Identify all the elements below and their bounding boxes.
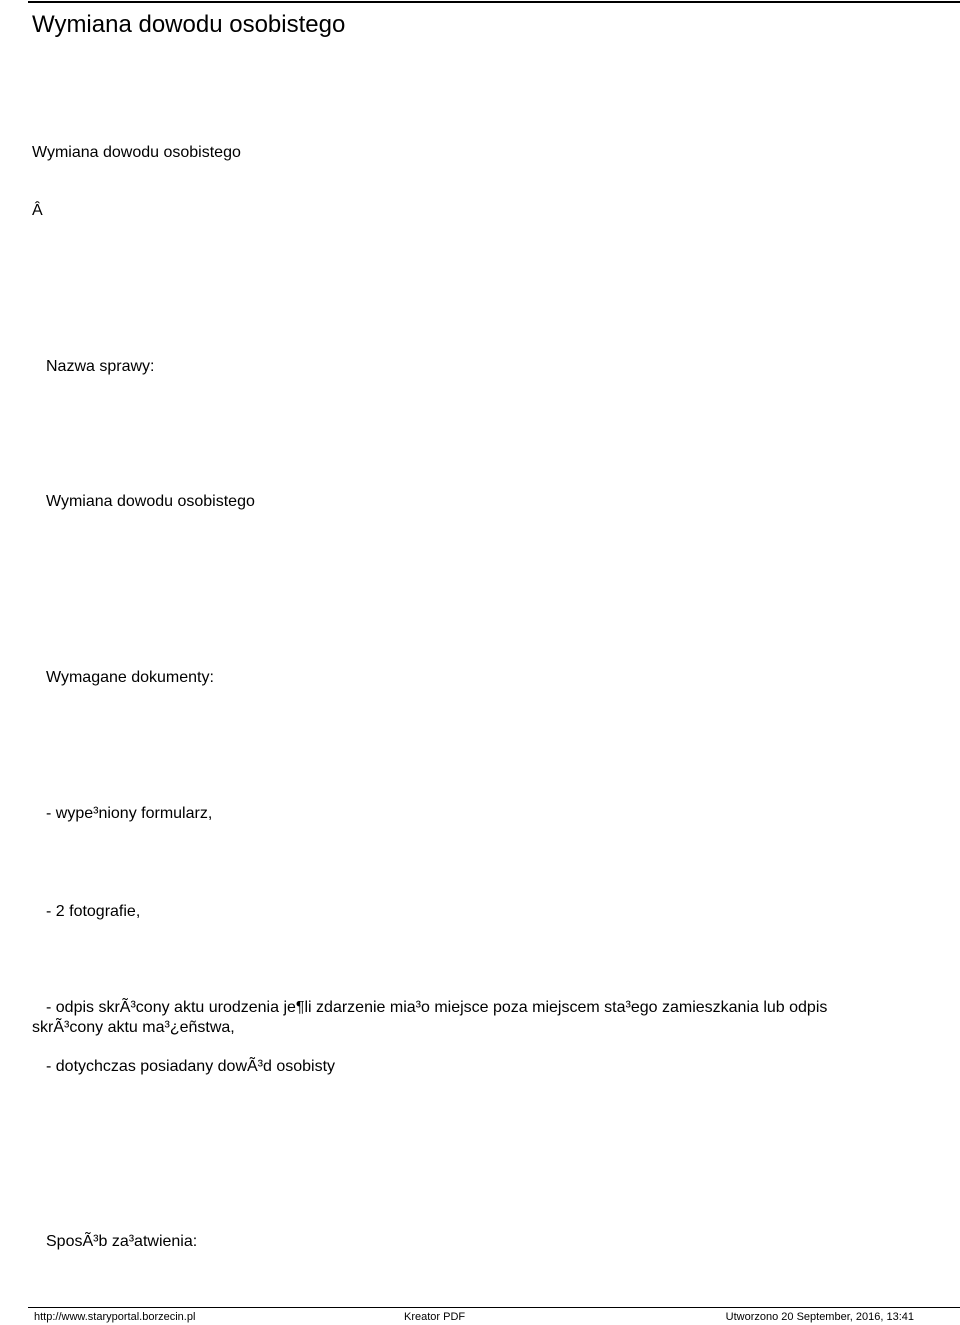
document-item-old-id: - dotychczas posiadany dowÃ³d osobisty bbox=[46, 1058, 336, 1075]
case-name-label: Nazwa sprawy: bbox=[46, 358, 155, 375]
document-item-photos: - 2 fotografie, bbox=[46, 903, 141, 920]
footer-created-timestamp: Utworzono 20 September, 2016, 13:41 bbox=[725, 1311, 914, 1323]
footer-url-link[interactable]: http://www.staryportal.borzecin.pl bbox=[34, 1311, 196, 1323]
page-title: Wymiana dowodu osobistego bbox=[32, 11, 346, 38]
document-item-form: - wype³niony formularz, bbox=[46, 805, 213, 822]
documents-label: Wymagane dokumenty: bbox=[46, 669, 214, 686]
document-item-birth-certificate: - odpis skrÃ³cony aktu urodzenia je¶li zdarzenie mia³o miejsce poza miejscem sta³ego zamieszkania lub odpis skrÃ³cony aktu ma³¿eñstwa, bbox=[32, 999, 828, 1036]
header-top-rule bbox=[28, 1, 960, 3]
footer-rule bbox=[28, 1307, 960, 1308]
method-label: SposÃ³b za³atwienia: bbox=[46, 1233, 198, 1250]
footer-generator: Kreator PDF bbox=[404, 1311, 466, 1323]
document-subtitle: Wymiana dowodu osobistego bbox=[32, 144, 241, 161]
case-name-value: Wymiana dowodu osobistego bbox=[46, 493, 255, 510]
stray-character: Â bbox=[32, 202, 43, 219]
